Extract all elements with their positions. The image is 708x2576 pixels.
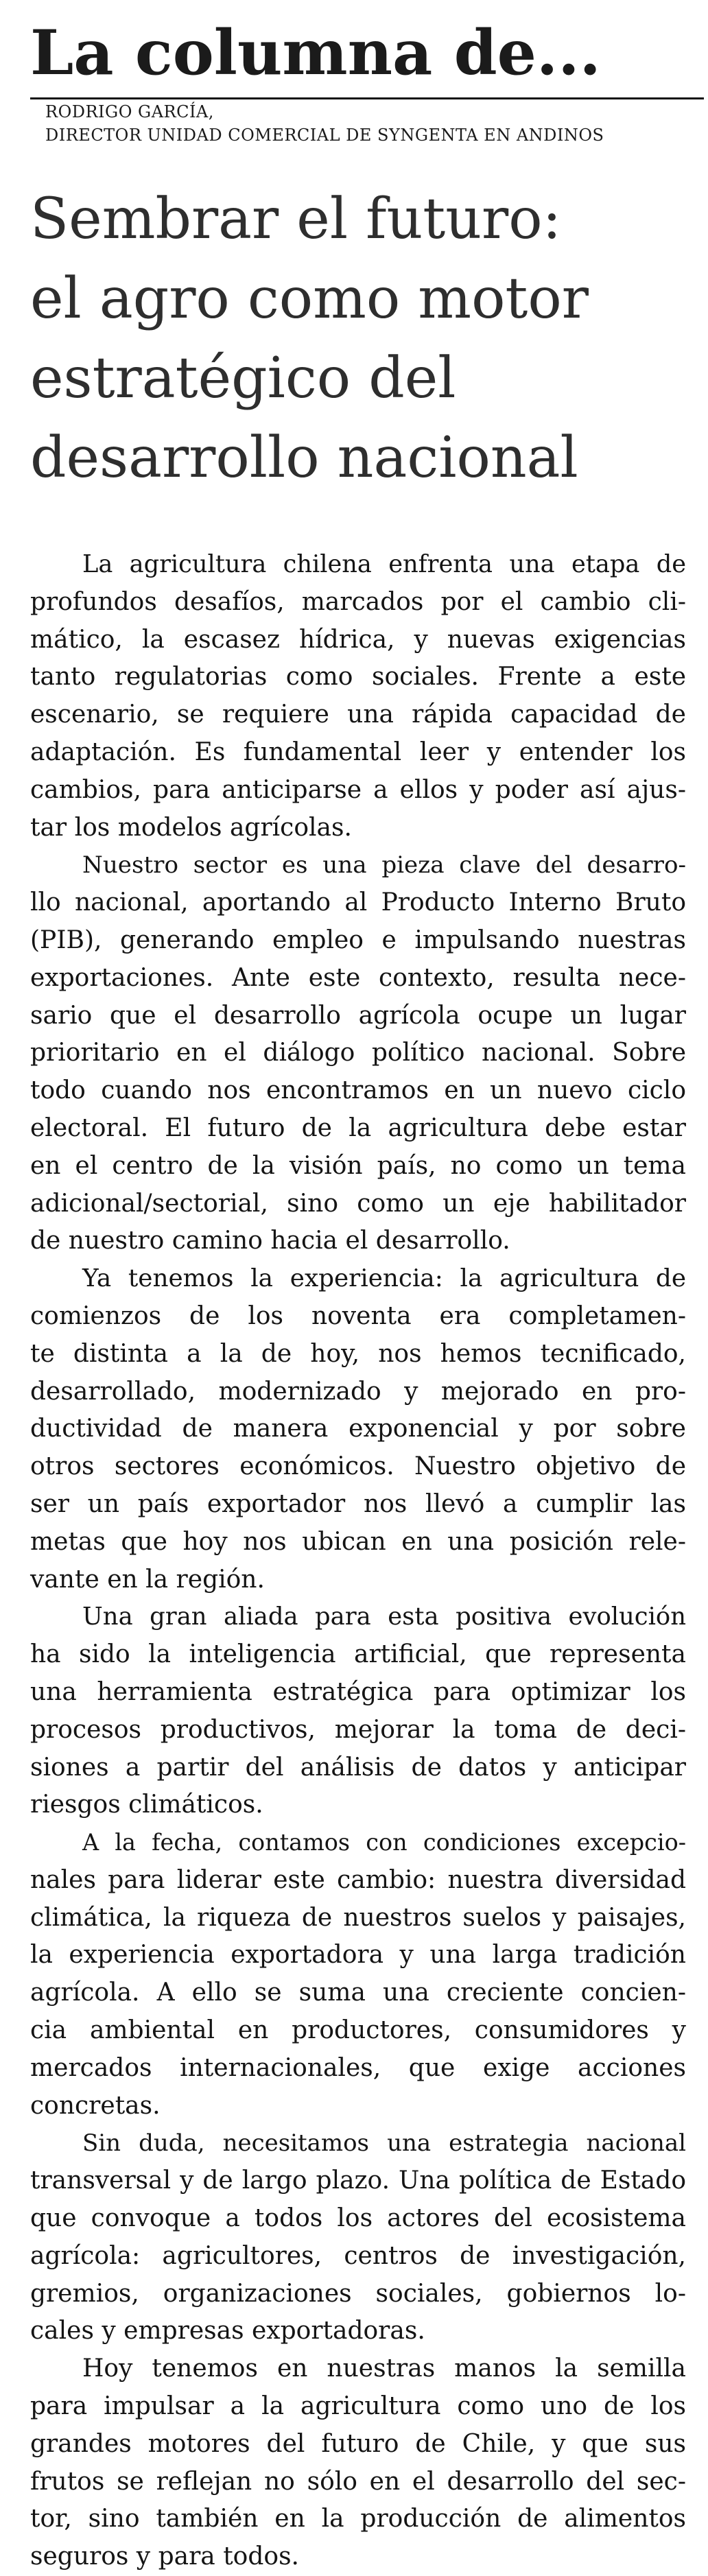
paragraph-line: procesos productivos, mejorar la toma de deci- (30, 1715, 686, 1744)
paragraph-line: Una gran aliada para esta positiva evolución (82, 1603, 686, 1631)
paragraph-line: comienzos de los noventa era completamen- (30, 1301, 686, 1330)
paragraph-line: grandes motores del futuro de Chile, y que sus (30, 2429, 686, 2458)
paragraph-line: sario que el desarrollo agrícola ocupe un lugar (30, 1001, 686, 1030)
paragraph-line: Ya tenemos la experiencia: la agricultura de (82, 1264, 686, 1293)
paragraph-line: mático, la escasez hídrica, y nuevas exigencias (30, 625, 686, 654)
article-paragraph (30, 2125, 686, 2350)
headline-line: el agro como motor (30, 266, 589, 331)
paragraph-line: Sin duda, necesitamos una estrategia nacional (82, 2129, 686, 2158)
paragraph-line: desarrollado, modernizado y mejorado en pro- (30, 1377, 686, 1406)
paragraph-line: que convoque a todos los actores del ecosistema (30, 2204, 686, 2233)
paragraph-line: exportaciones. Ante este contexto, resulta nece- (30, 963, 686, 992)
paragraph-line: cia ambiental en productores, consumidores y (30, 2016, 686, 2045)
paragraph-line: agrícola. A ello se suma una creciente concien- (30, 1978, 686, 2007)
paragraph-line: una herramienta estratégica para optimizar los (30, 1677, 686, 1706)
paragraph-line: adicional/sectorial, sino como un eje habilitador (30, 1189, 686, 1218)
paragraph-line: todo cuando nos encontramos en un nuevo ciclo (30, 1076, 686, 1105)
headline-line: Sembrar el futuro: (30, 187, 562, 252)
paragraph-line: te distinta a la de hoy, nos hemos tecnificado, (30, 1339, 686, 1368)
headline-line: estratégico del (30, 346, 456, 411)
paragraph-line: gremios, organizaciones sociales, gobiernos lo- (30, 2279, 686, 2308)
paragraph-line: la experiencia exportadora y una larga tradición (30, 1941, 686, 1970)
paragraph-line: profundos desafíos, marcados por el cambio cli- (30, 587, 686, 616)
column-title: La columna de... (30, 16, 601, 89)
paragraph-line: ser un país exportador nos llevó a cumplir las (30, 1489, 686, 1518)
paragraph-line: mercados internacionales, que exige acciones (30, 2053, 686, 2082)
article-paragraph (30, 1598, 686, 1824)
paragraph-line: de nuestro camino hacia el desarrollo. (30, 1227, 510, 1255)
title-rule (30, 97, 704, 99)
paragraph-line: Nuestro sector es una pieza clave del desarro- (82, 851, 686, 879)
author-role: DIRECTOR UNIDAD COMERCIAL DE SYNGENTA EN ANDINOS (45, 126, 604, 145)
paragraph-line: tanto regulatorias como sociales. Frente a este (30, 663, 686, 692)
headline (30, 180, 689, 498)
article-paragraph (30, 1824, 686, 2125)
paragraph-line: escenario, se requiere una rápida capacidad de (30, 700, 686, 729)
article-paragraph (30, 847, 686, 1260)
paragraph-line: riesgos climáticos. (30, 1791, 263, 1819)
paragraph-line: siones a partir del análisis de datos y anticipar (30, 1753, 686, 1782)
paragraph-line: metas que hoy nos ubican en una posición rele- (30, 1527, 686, 1556)
paragraph-line: prioritario en el diálogo político nacional. Sobre (30, 1039, 686, 1067)
paragraph-line: llo nacional, aportando al Producto Interno Bruto (30, 888, 686, 917)
paragraph-line: seguros y para todos. (30, 2542, 299, 2571)
paragraph-line: concretas. (30, 2091, 161, 2120)
paragraph-line: Hoy tenemos en nuestras manos la semilla (82, 2354, 686, 2383)
paragraph-line: ductividad de manera exponencial y por sobre (30, 1415, 686, 1443)
article-paragraph (30, 546, 686, 847)
paragraph-line: cambios, para anticiparse a ellos y poder así ajus- (30, 775, 686, 804)
paragraph-line: climática, la riqueza de nuestros suelos y paisajes, (30, 1903, 686, 1932)
paragraph-line: tar los modelos agrícolas. (30, 813, 352, 842)
paragraph-line: otros sectores económicos. Nuestro objetivo de (30, 1452, 686, 1481)
paragraph-line: transversal y de largo plazo. Una política de Estado (30, 2166, 686, 2195)
paragraph-line: en el centro de la visión país, no como un tema (30, 1151, 686, 1180)
paragraph-line: La agricultura chilena enfrenta una etapa de (82, 550, 686, 578)
paragraph-line: cales y empresas exportadoras. (30, 2317, 425, 2345)
paragraph-line: para impulsar a la agricultura como uno de los (30, 2392, 686, 2421)
paragraph-line: (PIB), generando empleo e impulsando nuestras (30, 925, 686, 954)
article-paragraph (30, 1260, 686, 1598)
byline (45, 100, 604, 147)
paragraph-line: agrícola: agricultores, centros de investigación, (30, 2241, 686, 2270)
paragraph-line: ha sido la inteligencia artificial, que representa (30, 1640, 686, 1669)
paragraph-line: electoral. El futuro de la agricultura debe estar (30, 1113, 686, 1142)
paragraph-line: tor, sino también en la producción de alimentos (30, 2505, 686, 2533)
paragraph-line: A la fecha, contamos con condiciones excepcio- (82, 1829, 686, 1856)
article-body (30, 546, 686, 2576)
headline-line: desarrollo nacional (30, 425, 578, 491)
author-name: RODRIGO GARCÍA, (45, 102, 214, 121)
paragraph-line: nales para liderar este cambio: nuestra diversidad (30, 1865, 686, 1894)
paragraph-line: frutos se reflejan no sólo en el desarrollo del sec- (30, 2467, 686, 2496)
article-paragraph (30, 2350, 686, 2576)
paragraph-line: vante en la región. (30, 1565, 265, 1594)
paragraph-line: adaptación. Es fundamental leer y entender los (30, 737, 686, 766)
